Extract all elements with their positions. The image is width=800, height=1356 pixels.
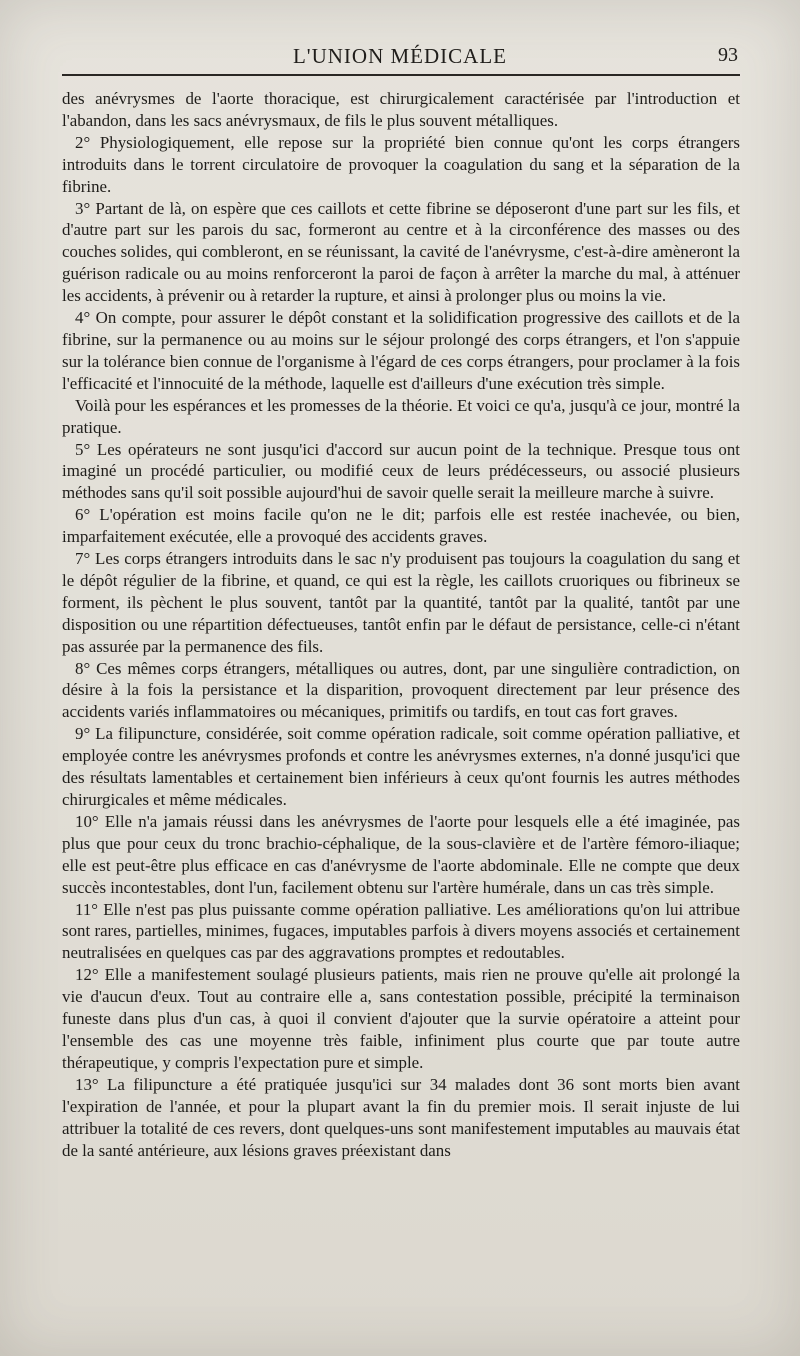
paragraph: 7° Les corps étrangers introduits dans le sac n'y produisent pas toujours la coagulation du sang et le dépôt régulier de la fibrine, et quand, ce qui est la règle, les caillots cruoriques ou fibrineux se forment, ils pèchent le plus souvent, tantôt par la quantité, tantôt par la qualité, tantôt par une disposition ou une répartition défectueuses, tantôt enfin par le défaut de persistance, celle-ci n'étant pas assurée par la permanence des fils. xyxy=(62,549,740,656)
paragraph: 3° Partant de là, on espère que ces caillots et cette fibrine se déposeront d'une part sur les fils, et d'autre part sur les parois du sac, formeront au centre et à la circonférence des masses ou des couches solides, qui combleront, en se réunissant, la cavité de l'anévrysme, c'est-à-dire amèneront la guérison radicale ou au moins renforceront la paroi de façon à arrêter la marche du mal, à atténuer les accidents, à prévenir ou à retarder la rupture, et ainsi à prolonger plus ou moins la vie. xyxy=(62,198,740,306)
running-title: L'UNION MÉDICALE xyxy=(292,44,507,68)
paragraph: 9° La filipuncture, considérée, soit comme opération radicale, soit comme opération palliative, et employée contre les anévrysmes profonds et contre les anévrysmes externes, n'a donné jusqu'ici que des résultats lamentables et certainement bien inférieurs à ceux qu'ont fournis les autres méthodes chirurgicales et même médicales. xyxy=(62,724,740,809)
paragraph: Voilà pour les espérances et les promesses de la théorie. Et voici ce qu'a, jusqu'à ce jour, montré la pratique. xyxy=(62,395,740,437)
paragraph: 8° Ces mêmes corps étrangers, métalliques ou autres, dont, par une singulière contradiction, on désire à la fois la persistance et la disparition, provoquent directement par leur présence des accidents variés inflammatoires ou mécaniques, primitifs ou tardifs, en tout cas fort graves. xyxy=(62,658,740,722)
paragraph: 10° Elle n'a jamais réussi dans les anévrysmes de l'aorte pour lesquels elle a été imaginée, pas plus que pour ceux du tronc brachio-céphalique, de la sous-clavière et de l'artère fémoro-iliaque; elle est peut-être plus efficace en cas d'anévrysme de l'aorte abdominale. Elle ne compte que deux succès incontestables, dont l'un, facilement obtenu sur l'artère humérale, dans un cas très simple. xyxy=(62,811,740,897)
body-text xyxy=(62,88,740,1161)
paragraph: 2° Physiologiquement, elle repose sur la propriété bien connue qu'ont les corps étrangers introduits dans le torrent circulatoire de provoquer la coagulation du sang et la séparation de la fibrine. xyxy=(62,132,740,196)
page-number: 93 xyxy=(718,44,738,66)
paragraph: 6° L'opération est moins facile qu'on ne le dit; parfois elle est restée inachevée, ou bien, imparfaitement exécutée, elle a provoqué des accidents graves. xyxy=(62,505,740,547)
page-header xyxy=(62,40,738,76)
header-rule xyxy=(62,74,740,76)
paragraph: 12° Elle a manifestement soulagé plusieurs patients, mais rien ne prouve qu'elle ait prolongé la vie d'aucun d'eux. Tout au contraire elle a, sans contestation possible, précipité la terminaison funeste dans plus d'un cas, à quoi il convient d'ajouter que la survie opératoire a atteint pour l'ensemble des cas une moyenne très faible, infiniment plus courte que par toute autre thérapeutique, y compris l'expectation pure et simple. xyxy=(62,965,740,1072)
paragraph: 11° Elle n'est pas plus puissante comme opération palliative. Les améliorations qu'on lui attribue sont rares, partielles, minimes, fugaces, imputables parfois à divers moyens associés et certainement neutralisées en quelques cas par des aggravations promptes et redoutables. xyxy=(62,899,740,963)
paragraph: 13° La filipuncture a été pratiquée jusqu'ici sur 34 malades dont 36 sont morts bien avant l'expiration de l'année, et pour la plupart avant la fin du premier mois. Il serait injuste de lui attribuer la totalité de ces revers, dont quelques-uns sont manifestement imputables au mauvais état de la santé antérieure, aux lésions graves préexistant dans xyxy=(62,1074,740,1160)
paragraph: des anévrysmes de l'aorte thoracique, est chirurgicalement caractérisée par l'introduction et l'abandon, dans les sacs anévrysmaux, de fils le plus souvent métalliques. xyxy=(62,89,740,130)
paragraph: 4° On compte, pour assurer le dépôt constant et la solidification progressive des caillots et de la fibrine, sur la permanence ou au moins sur le séjour prolongé des corps étrangers, et l'on s'appuie sur la tolérance bien connue de l'organisme à l'égard de ces corps étrangers, pour proclamer à la fois l'efficacité et l'innocuité de la méthode, laquelle est d'ailleurs d'une exécution très simple. xyxy=(62,308,740,393)
paragraph: 5° Les opérateurs ne sont jusqu'ici d'accord sur aucun point de la technique. Presque tous ont imaginé un procédé particulier, ou modifié ceux de leurs prédécesseurs, ou associé plusieurs méthodes sans qu'il soit possible aujourd'hui de savoir quelle serait la meilleure marche à suivre. xyxy=(62,439,740,503)
